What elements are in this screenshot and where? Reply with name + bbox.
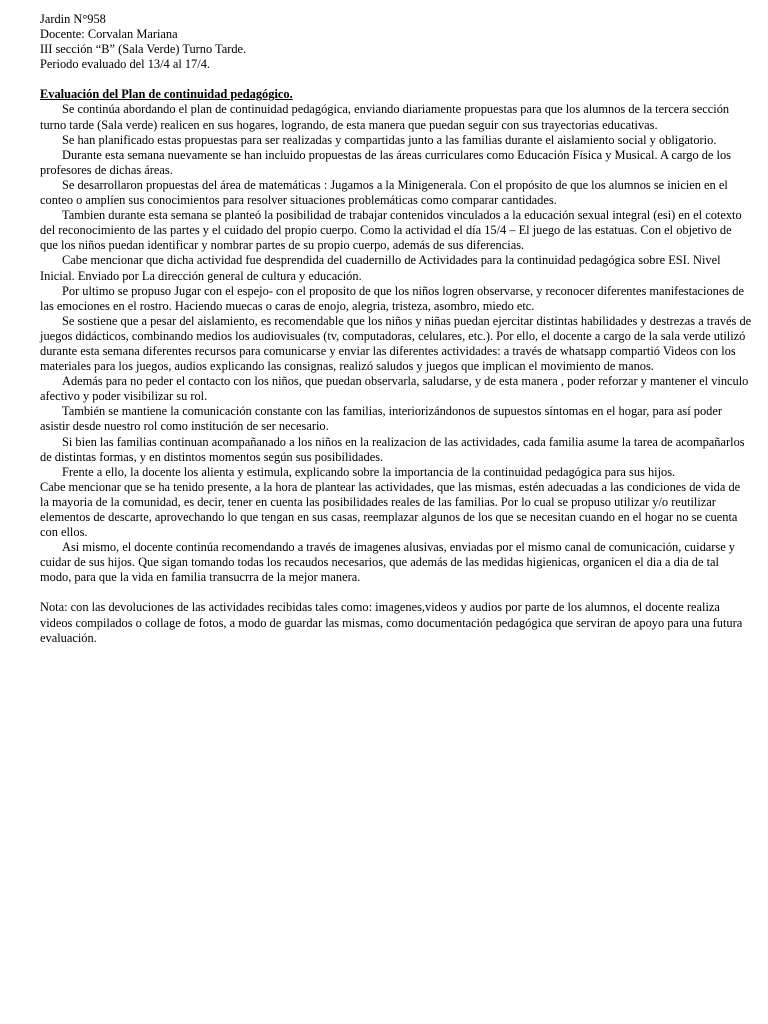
paragraph: Asi mismo, el docente continúa recomendando a través de imagenes alusivas, enviadas por el mismo canal de comunicación, cuidarse y cuidar de sus hijos. Que sigan tomando todas los recaudos necesarios, que además de las medidas higienicas, organicen el dia a dia de tal modo, para que la vida en familia transucrra de la mejor manera. xyxy=(40,540,736,585)
paragraph: Se sostiene que a pesar del aislamiento, es recomendable que los niños y niñas puedan ejercitar distintas habilidades y destrezas a través de juegos didácticos, combinando medios los audiovisuales (tv, computadoras, celulares, etc.). Por ello, el docente a cargo de la sala verde utilizó durante esta semana diferentes recursos para comunicarse y enviar las diferentes actividades: a través de whatsapp compartió Videos con los materiales para los juegos, audios explicando las consignas, realizó saludos y juegos que implican el movimiento de manos. xyxy=(40,313,752,374)
section-name: III sección “B” (Sala Verde) Turno Tarde. xyxy=(40,42,247,57)
paragraph: También se mantiene la comunicación constante con las familias, interiorizándonos de supuestos síntomas en el hogar, para así poder asistir desde nuestro rol como institución de ser necesario. xyxy=(40,404,722,434)
note-paragraph: Nota: con las devoluciones de las actividades recibidas tales como: imagenes,videos y audios por parte de los alumnos, el docente realiza videos compilados o collage de fotos, a modo de guardar las mismas, como documentación pedagógica que serviran de apoyo para una futura evaluación. xyxy=(40,600,743,645)
paragraph: Además para no peder el contacto con los niños, que puedan observarla, saludarse, y de esta manera , poder reforzar y mantener el vinculo afectivo y poder visibilizar su rol. xyxy=(40,374,749,404)
school-name: Jardin N°958 xyxy=(40,12,106,26)
document-title: Evaluación del Plan de continuidad pedagógico. xyxy=(40,87,293,102)
document-body xyxy=(40,102,752,585)
paragraph: Se desarrollaron propuestas del área de matemáticas : Jugamos a la Minigenerala. Con el propósito de que los alumnos se inicien en el conteo o amplíen sus conocimientos para resolver situaciones problemáticas como comparar cantidades. xyxy=(40,177,728,208)
teacher-name: Docente: Corvalan Mariana xyxy=(40,27,178,42)
paragraph: Frente a ello, la docente los alienta y estimula, explicando sobre la importancia de la continuidad pedagógica para sus hijos. xyxy=(62,464,676,479)
paragraph: Cabe mencionar que dicha actividad fue desprendida del cuadernillo de Actividades para la continuidad pedagógica sobre ESI. Nivel Inicial. Enviado por La dirección general de cultura y educación. xyxy=(40,253,721,283)
paragraph: Por ultimo se propuso Jugar con el espejo- con el proposito de que los niños logren observarse, y reconocer diferentes manifestaciones de las emociones en el rostro. Haciendo muecas o caras de enojo, alegria, tristeza, asombro, miedo etc. xyxy=(40,283,744,313)
paragraph: Durante esta semana nuevamente se han incluido propuestas de las áreas curriculares como Educación Física y Musical. A cargo de los profesores de dichas áreas. xyxy=(40,147,731,177)
paragraph: Si bien las familias continuan acompañanado a los niños en la realizacion de las actividades, cada familia asume la tarea de acompañarlos de distintas formas, y en distintos momentos según sus posibilidades. xyxy=(40,434,745,464)
paragraph: Tambien durante esta semana se planteó la posibilidad de trabajar contenidos vinculados a la educación sexual integral (esi) en el cotexto del reconocimiento de las partes y el cuidado del propio cuerpo. Como la actividad el día 15/4 – El juego de las estatuas. Con el objetivo de que los niños puedan identificar y nombrar partes de su propio cuerpo, además de sus diferencias. xyxy=(40,208,742,253)
document-page xyxy=(40,12,752,658)
paragraph: Cabe mencionar que se ha tenido presente, a la hora de plantear las actividades, que las mismas, estén adecuadas a las condiciones de vida de la mayoria de la comunidad, es decir, tener en cuenta las posibilidades reales de las familias. Por lo cual se propuso utilizar y/o reutilizar elementos de descarte, aprovechando lo que tengan en sus casas, reemplazar algunos de los que se necesitan cuando en el hogar no se cuenta con ellos. xyxy=(40,479,741,540)
evaluated-period: Periodo evaluado del 13/4 al 17/4. xyxy=(40,57,210,72)
paragraph: Se continúa abordando el plan de continuidad pedagógica, enviando diariamente propuestas para que los alumnos de la tercera sección turno tarde (Sala verde) realicen en sus hogares, logrando, de esta manera que puedan seguir con sus trayectorias educativas. xyxy=(40,102,730,132)
paragraph: Se han planificado estas propuestas para ser realizadas y compartidas junto a las familias durante el aislamiento social y obligatorio. xyxy=(62,132,717,147)
document-header xyxy=(40,12,752,72)
